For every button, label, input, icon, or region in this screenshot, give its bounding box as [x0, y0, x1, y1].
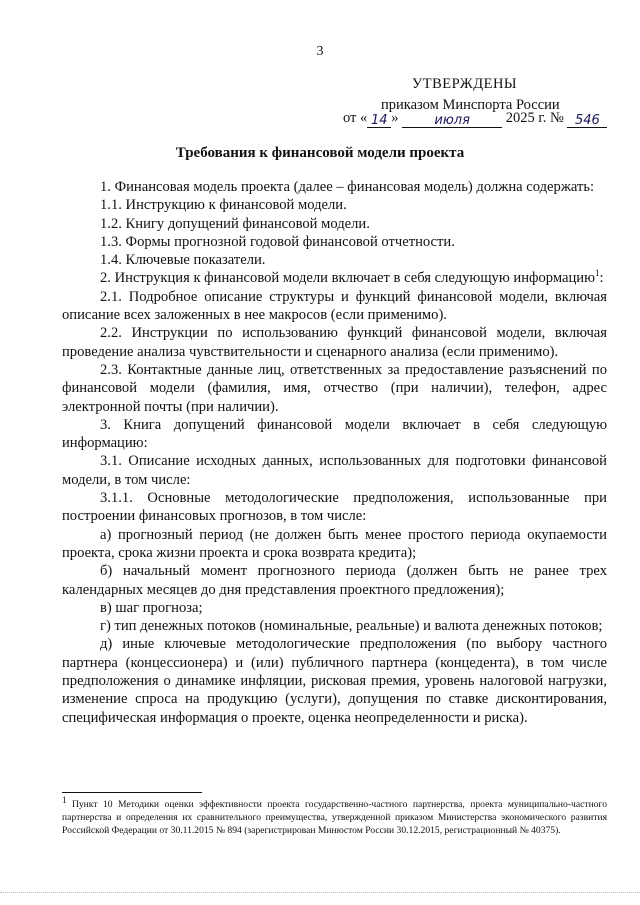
paragraph: 2.1. Подробное описание структуры и функций финансовой модели, включая описание всех заложенных в нее макросов (если применимо). [62, 288, 607, 324]
date-day-field [367, 110, 391, 128]
paragraph: 1.4. Ключевые показатели. [100, 252, 266, 269]
order-number-handwritten: 546 [575, 113, 600, 128]
date-year: 2025 г. № [505, 110, 564, 126]
date-day-handwritten: 14 [371, 113, 388, 128]
paragraph-suffix: : [599, 270, 604, 287]
date-prefix: от « [343, 110, 368, 126]
paragraph: 2.2. Инструкции по использованию функций финансовой модели, включая проведение анализа чувствительности и сценарного анализа (если применимо). [62, 325, 607, 360]
document-title: Требования к финансовой модели проекта [175, 145, 465, 161]
page-number: 3 [316, 44, 324, 59]
order-number-field [567, 110, 607, 128]
approval-title: УТВЕРЖДЕНЫ [412, 76, 518, 92]
paragraph: 3.1.1. Основные методологические предположения, использованные при построении финансовых прогнозов, в том числе: [62, 490, 607, 525]
footnote-separator [62, 792, 202, 793]
approval-date-line [343, 110, 607, 128]
date-mid: » [391, 110, 399, 126]
paragraph: 3.1. Описание исходных данных, использованных для подготовки финансовой модели, в том числе: [62, 453, 607, 488]
document-body [62, 178, 607, 727]
paragraph-text: 2. Инструкция к финансовой модели включает в себя следующую информацию [100, 270, 595, 287]
paragraph: 2.3. Контактные данные лиц, ответственных за предоставление разъяснений по финансовой модели (фамилия, имя, отчество (при наличии), телефон, адрес электронной почты (при наличии). [62, 361, 607, 415]
paragraph [62, 269, 607, 287]
paragraph: 3. Книга допущений финансовой модели включает в себя следующую информацию: [62, 416, 607, 452]
footnote-mark: 1 [62, 794, 67, 805]
page-bottom-edge [0, 892, 640, 893]
paragraph: 1.1. Инструкцию к финансовой модели. [100, 197, 347, 214]
paragraph: 1.2. Книгу допущений финансовой модели. [100, 215, 370, 232]
paragraph: 1.3. Формы прогнозной годовой финансовой отчетности. [100, 233, 455, 250]
paragraph: б) начальный момент прогнозного периода (должен быть не ранее трех календарных месяцев до дня представления проектного предложения); [62, 563, 607, 598]
paragraph: 1. Финансовая модель проекта (далее – финансовая модель) должна содержать: [100, 179, 595, 195]
footnote [62, 794, 607, 838]
date-month-field [402, 110, 502, 128]
paragraph: в) шаг прогноза; [100, 599, 203, 616]
paragraph: а) прогнозный период (не должен быть менее простого периода окупаемости проекта, срока жизни проекта и срока возврата кредита); [62, 526, 607, 561]
approval-order: приказом Минспорта России [381, 97, 560, 113]
paragraph: г) тип денежных потоков (номинальные, реальные) и валюта денежных потоков; [100, 618, 603, 635]
footnote-text: Пункт 10 Методики оценки эффективности проекта государственно-частного партнерства, проекта муниципально-частного партнерства и определения их сравнительного преимущества, утвержденной приказом Министерства экономического развития Российской Федерации от 30.11.2015 № 894 (зарегистрирован Минюстом России 30.12.2015, регистрационный № 40375). [62, 799, 607, 837]
paragraph: д) иные ключевые методологические предположения (по выбору частного партнера (концессионера) и (или) публичного партнера (концедента), в том числе предположения о динамике инфляции, рисковая премия, уровень налоговой нагрузки, изменение спроса на продукцию (услуги), допущения по ставке дисконтирования, специфическая информация о проекте, оценка неопределенности и риска). [62, 636, 607, 726]
date-month-handwritten: июля [434, 113, 470, 128]
footnote-reference: 1 [595, 268, 600, 279]
